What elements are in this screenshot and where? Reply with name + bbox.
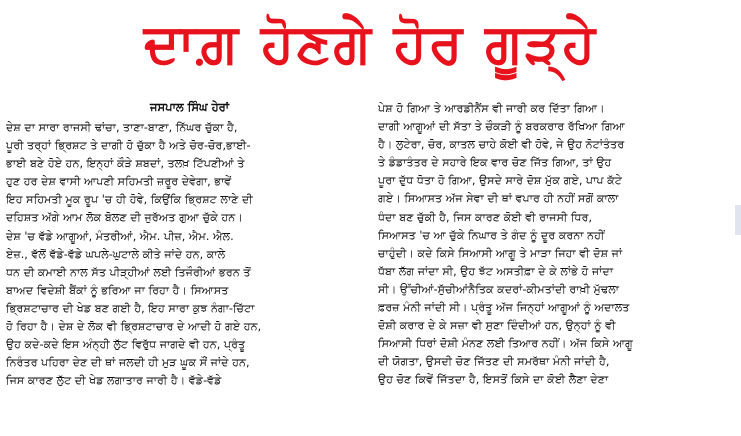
text-line: ਹੁਣ ਹਰ ਦੇਸ਼ ਵਾਸੀ ਆਪਣੀ ਸਹਿਮਤੀ ਜ਼ਰੂਰ ਦੇਵੇਗਾ, ਭਾਵੇਂ xyxy=(6,175,232,189)
text-line: ਸਿਆਸੀ ਧਿਰਾਂ ਦੋਸ਼ੀ ਮੰਨਣ ਲਈ ਤਿਆਰ ਨਹੀਂ। ਅੱਜ ਕਿਸੇ ਆਗੂ xyxy=(378,337,633,351)
text-line: ਬਾਅਦ ਵਿਦੇਸ਼ੀ ਬੈਂਕਾਂ ਨੂੰ ਭਰਿਆ ਜਾ ਰਿਹਾ ਹੈ। ਸਿਆਸਤ xyxy=(6,283,229,297)
text-line: ਇਹ ਸਹਿਮਤੀ ਮੂਕ ਰੂਪ 'ਚ ਹੀ ਹੋਵੇ, ਕਿਉਂਕਿ ਭ੍ਰਿਸ਼ਟ ਲਾਣੇ ਦੀ xyxy=(6,193,253,207)
text-line: ਦਹਿਸ਼ਤ ਅੱਗੇ ਆਮ ਲੋਕ ਬੋਲਣ ਦੀ ਜੁਰੱਅਤ ਗੁਆ ਚੁੱਕੇ ਹਨ। xyxy=(6,211,243,225)
text-line: ਭ੍ਰਿਸ਼ਟਾਚਾਰ ਦੀ ਖੇਡ ਬਣ ਗਈ ਹੈ, ਇਹ ਸਾਰਾ ਕੁਝ ਨੰਗਾ-ਚਿੱਟਾ xyxy=(6,301,255,315)
text-line: ਧਨ ਦੀ ਕਮਾਈ ਨਾਲ ਸੱਤ ਪੀੜ੍ਹੀਆਂ ਲਈ ਤਿਜੌਰੀਆਂ ਭਰਨ ਤੋਂ xyxy=(6,265,251,279)
text-line: ਦੇਸ਼ ਦਾ ਸਾਰਾ ਰਾਜਸੀ ਢਾਂਚਾ, ਤਾਣਾ-ਬਾਣਾ, ਨਿੱਘਰ ਚੁੱਕਾ ਹੈ, xyxy=(6,121,238,134)
text-line: ਉਹ ਚੋਣ ਕਿਵੇਂ ਜਿੱਤਦਾ ਹੈ, ਇਸਤੋਂ ਕਿਸੇ ਦਾ ਕੋਈ ਲੈਣਾ ਦੇਣਾ xyxy=(378,373,609,387)
text-line: ਗਏ। ਸਿਆਸਤ ਅੱਜ ਸੇਵਾ ਦੀ ਥਾਂ ਵਪਾਰ ਹੀ ਨਹੀਂ ਸਗੋਂ ਕਾਲਾ xyxy=(378,192,619,206)
text-line: ਹੈ। ਲੁਟੇਰਾ, ਚੋਰ, ਕਾਤਲ ਚਾਹੇ ਕੋਈ ਵੀ ਹੋਵੇ, ਜੇ ਉਹ ਨੋਟਾਂਤੰਤਰ xyxy=(378,138,625,152)
text-line: ਉਹ ਕਦੇ-ਕਦੇ ਇਸ ਅੰਨ੍ਹੀ ਲੁੱਟ ਵਿਰੁੱਧ ਜਾਗਦੇ ਵੀ ਹਨ, ਪ੍ਰੰਤੂ xyxy=(6,338,246,352)
text-line: ਸੀ। ਉੱਚੀਆਂ-ਸੁੱਚੀਆਂਨੈਤਿਕ ਕਦਰਾਂ-ਕੀਮਤਾਂਦੀ ਰਾਖ਼ੀ ਮੁੱਢਲਾ xyxy=(378,282,619,296)
page-edge-fragment xyxy=(735,205,741,235)
text-line: ਦਾਗੀ ਆਗੂਆਂ ਦੀ ਸੱਤਾ ਤੇ ਚੌਕੜੀ ਨੂੰ ਬਰਕਰਾਰ ਰੱਖਿਆ ਗਿਆ xyxy=(378,120,625,134)
text-line: ਪੂਰੀ ਤਰ੍ਹਾਂ ਭ੍ਰਿਸ਼ਟ ਤੇ ਦਾਗੀ ਹੋ ਚੁੱਕਾ ਹੈ ਅਤੇ ਚੋਰ-ਚੋਰ,ਭਾਈ- xyxy=(6,139,251,153)
text-line: ਭਾਈ ਬਣੇ ਹੋਏ ਹਨ, ਇਨ੍ਹਾਂ ਕੌੜੇ ਸ਼ਬਦਾਂ, ਤਲਖ਼ ਟਿੱਪਣੀਆਂ ਤੇ xyxy=(6,157,245,171)
text-line: ਦੇਸ਼ 'ਚ ਵੱਡੇ ਆਗੂਆਂ, ਮੰਤਰੀਆਂ, ਐਮ. ਪੀਜ਼, ਐਮ. ਐਲ. xyxy=(6,229,234,243)
text-line: ਪੇਸ਼ ਹੋ ਗਿਆ ਤੇ ਆਰਡੀਨੈਂਸ ਵੀ ਜਾਰੀ ਕਰ ਦਿੱਤਾ ਗਿਆ। xyxy=(378,102,605,115)
text-line: ਚਾਹੁੰਦੀ। ਕਦੇ ਕਿਸੇ ਸਿਆਸੀ ਆਗੂ ਤੇ ਮਾੜਾ ਜਿਹਾ ਵੀ ਦੋਸ਼ ਜਾਂ xyxy=(378,246,623,260)
text-line: ਹੋ ਰਿਹਾ ਹੈ। ਦੇਸ਼ ਦੇ ਲੋਕ ਵੀ ਭ੍ਰਿਸ਼ਟਾਚਾਰ ਦੇ ਆਦੀ ਹੋ ਗਏ ਹਨ, xyxy=(6,320,262,334)
article-column-left xyxy=(6,119,370,390)
text-line: ਤੇ ਡੰਡਾਤੰਤਰ ਦੇ ਸਹਾਰੇ ਇਕ ਵਾਰ ਚੋਣ ਜਿੱਤ ਗਿਆ, ਤਾਂ ਉਹ xyxy=(378,156,612,170)
byline: ਜਸਪਾਲ ਸਿੰਘ ਹੇਰਾਂ xyxy=(150,100,230,114)
text-line: ਏਜ਼., ਵੱਲੋਂ ਵੱਡੇ-ਵੱਡੇ ਘਪਲੇ-ਘੁਟਾਲੇ ਕੀਤੇ ਜਾਂਦੇ ਹਨ, ਕਾਲੇ xyxy=(6,247,226,261)
text-line: ਦੋਸ਼ੀ ਕਰਾਰ ਦੇ ਕੇ ਸਜ਼ਾ ਵੀ ਸੁਣਾ ਦਿੰਦੀਆਂ ਹਨ, ਉਨ੍ਹਾਂ ਨੂੰ ਵੀ xyxy=(378,319,616,333)
article-column-right xyxy=(378,100,734,390)
text-line: ਜਿਸ ਕਾਰਣ ਲੁੱਟ ਦੀ ਖੇਡ ਲਗਾਤਾਰ ਜਾਰੀ ਹੈ। ਵੱਡੇ-ਵੱਡੇ xyxy=(6,374,222,388)
headline: ਦਾਗ਼ ਹੋਣਗੇ ਹੋਰ ਗੂੜ੍ਹੇ xyxy=(143,12,598,75)
text-line: ਸਿਆਸਤ 'ਚ ਆ ਚੁੱਕੇ ਨਿਘਾਰ ਤੇ ਗੰਦ ਨੂੰ ਦੂਰ ਕਰਨਾ ਨਹੀਂ xyxy=(378,228,605,242)
text-line: ਧੱਬਾ ਲੱਗ ਜਾਂਦਾ ਸੀ, ਉਹ ਝੱਟ ਅਸਤੀਫ਼ਾ ਦੇ ਕੇ ਲਾਂਭੇ ਹੋ ਜਾਂਦਾ xyxy=(378,264,614,278)
text-line: ਨਿਰੰਤਰ ਪਹਿਰਾ ਦੇਣ ਦੀ ਥਾਂ ਜਲਦੀ ਹੀ ਮੁੜ ਘੂਕ ਸੌਂ ਜਾਂਦੇ ਹਨ, xyxy=(6,356,250,370)
text-line: ਧੰਦਾ ਬਣ ਚੁੱਕੀ ਹੈ, ਜਿਸ ਕਾਰਣ ਕੋਈ ਵੀ ਰਾਜਸੀ ਧਿਰ, xyxy=(378,210,593,224)
text-line: ਪੂਰਾ ਦੁੱਧ ਧੋਤਾ ਹੋ ਗਿਆ, ਉਸਦੇ ਸਾਰੇ ਦੋਸ਼ ਮੁੱਕ ਗਏ, ਪਾਪ ਕੱਟੇ xyxy=(378,174,622,188)
text-line: ਦੀ ਯੋਗਤਾ, ਉਸਦੀ ਚੋਣ ਜਿੱਤਣ ਦੀ ਸਮਰੱਥਾ ਮੰਨੀ ਜਾਂਦੀ ਹੈ, xyxy=(378,355,610,369)
text-line: ਫ਼ਰਜ਼ ਮੰਨੀ ਜਾਂਦੀ ਸੀ। ਪ੍ਰੰਤੂ ਅੱਜ ਜਿਨ੍ਹਾਂ ਆਗੂਆਂ ਨੂੰ ਅਦਾਲਤ xyxy=(378,301,630,315)
